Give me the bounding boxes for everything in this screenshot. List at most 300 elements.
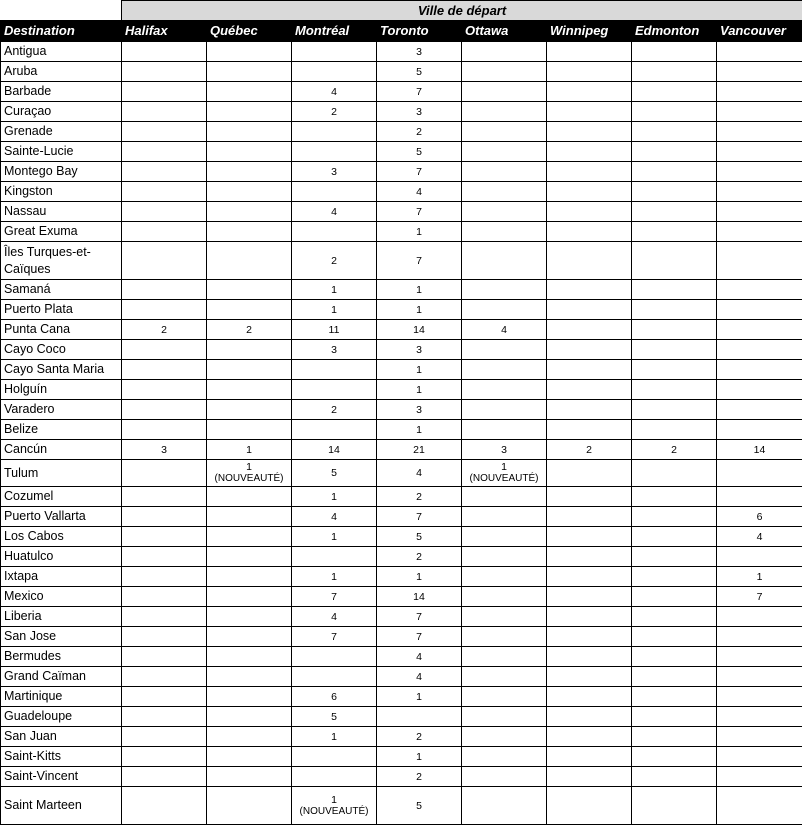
- flight-count-cell: [717, 647, 802, 667]
- flight-count-value: 1: [416, 690, 422, 703]
- flight-count-cell: [462, 202, 547, 222]
- table-row: [1, 687, 802, 707]
- flight-count-value: 1: [331, 303, 337, 316]
- flight-count-cell: [717, 222, 802, 242]
- flight-count-cell: [717, 567, 802, 587]
- flight-count-cell: [632, 587, 717, 607]
- flight-count-cell: [547, 202, 632, 222]
- flight-count-cell: [632, 627, 717, 647]
- flight-count-value: 2: [416, 125, 422, 138]
- flight-count-cell: [207, 380, 292, 400]
- flight-count-cell: [462, 142, 547, 162]
- flight-count-cell: [292, 707, 377, 727]
- flight-count-cell: [122, 487, 207, 507]
- flight-count-cell: [377, 122, 462, 142]
- flight-count-cell: [632, 747, 717, 767]
- flight-count-value: 7: [416, 205, 422, 218]
- table-row: [1, 747, 802, 767]
- flight-count-cell: [717, 242, 802, 280]
- flight-count-cell: [292, 747, 377, 767]
- flight-count-cell: [717, 507, 802, 527]
- flight-count-value: 7: [416, 610, 422, 623]
- flight-count-cell: [122, 787, 207, 825]
- flight-count-cell: [122, 567, 207, 587]
- table-row: [1, 587, 802, 607]
- new-route-label: (NOUVEAUTÉ): [214, 473, 284, 484]
- flight-count-cell: [632, 242, 717, 280]
- flight-count-cell: [377, 82, 462, 102]
- flight-count-value: 2: [416, 770, 422, 783]
- table-row: [1, 567, 802, 587]
- destination-cell: Puerto Vallarta: [1, 507, 122, 527]
- flight-count-cell: [207, 420, 292, 440]
- flight-count-cell: [122, 82, 207, 102]
- flight-count-cell: [122, 142, 207, 162]
- group-header-row: [1, 1, 802, 21]
- new-route-label: (NOUVEAUTÉ): [299, 805, 369, 817]
- flight-count-cell: [717, 400, 802, 420]
- flight-count-value: 5: [416, 145, 422, 158]
- flight-count-cell: [717, 527, 802, 547]
- flight-count-cell: [122, 280, 207, 300]
- table-row: [1, 727, 802, 747]
- flight-count-cell: [377, 507, 462, 527]
- flight-count-cell: [207, 320, 292, 340]
- flight-count-value: 14: [328, 443, 340, 456]
- flight-count-cell: [632, 727, 717, 747]
- flight-count-cell: [377, 300, 462, 320]
- flight-count-cell: [207, 567, 292, 587]
- table-row: [1, 400, 802, 420]
- city-column-header: Québec: [207, 21, 292, 42]
- flight-count-cell: [377, 182, 462, 202]
- flight-count-cell: [122, 162, 207, 182]
- flight-count-cell: [207, 767, 292, 787]
- flight-count-cell: [377, 587, 462, 607]
- destination-cell: Martinique: [1, 687, 122, 707]
- flight-count-cell: [207, 460, 292, 487]
- flight-count-cell: [462, 182, 547, 202]
- flight-count-cell: [122, 202, 207, 222]
- city-column-header: Toronto: [377, 21, 462, 42]
- flight-count-cell: [292, 360, 377, 380]
- flight-count-value: 5: [331, 467, 337, 479]
- flight-count-cell: [717, 320, 802, 340]
- flight-count-cell: [377, 222, 462, 242]
- flight-count-cell: [547, 162, 632, 182]
- table-row: [1, 242, 802, 280]
- table-row: [1, 280, 802, 300]
- flight-count-cell: [717, 547, 802, 567]
- table-row: [1, 202, 802, 222]
- table-row: [1, 460, 802, 487]
- table-row: [1, 182, 802, 202]
- flight-count-cell: [632, 300, 717, 320]
- city-column-header: Halifax: [122, 21, 207, 42]
- flight-count-cell: [462, 360, 547, 380]
- flight-count-cell: [632, 162, 717, 182]
- flight-count-cell: [632, 487, 717, 507]
- flight-count-cell: [292, 440, 377, 460]
- flight-count-cell: [717, 300, 802, 320]
- flight-count-cell: [462, 420, 547, 440]
- destination-cell: Mexico: [1, 587, 122, 607]
- destination-cell: Varadero: [1, 400, 122, 420]
- blank-corner-cell: [1, 1, 122, 21]
- destination-cell: Saint-Vincent: [1, 767, 122, 787]
- flight-count-cell: [292, 222, 377, 242]
- flight-count-value: 3: [161, 443, 167, 456]
- flight-count-cell: [462, 460, 547, 487]
- flight-count-cell: [632, 460, 717, 487]
- flight-count-cell: [462, 222, 547, 242]
- flight-count-cell: [122, 242, 207, 280]
- flight-count-cell: [632, 222, 717, 242]
- flight-count-cell: [547, 567, 632, 587]
- flight-count-value: 1: [416, 570, 422, 583]
- flight-count-cell: [462, 727, 547, 747]
- flight-count-cell: [122, 42, 207, 62]
- flight-count-cell: [547, 527, 632, 547]
- destination-cell: Guadeloupe: [1, 707, 122, 727]
- flight-count-cell: [292, 627, 377, 647]
- flight-count-value: 5: [416, 799, 422, 812]
- flight-count-cell: [292, 507, 377, 527]
- flight-count-value: 3: [416, 403, 422, 416]
- flight-count-cell: [547, 707, 632, 727]
- flight-count-cell: [122, 627, 207, 647]
- flight-count-cell: [717, 627, 802, 647]
- flight-count-cell: [632, 667, 717, 687]
- flight-count-value: 1: [416, 423, 422, 436]
- flight-count-value: 7: [416, 510, 422, 523]
- flight-count-cell: [462, 687, 547, 707]
- flight-count-cell: [462, 62, 547, 82]
- destination-cell: Cayo Santa Maria: [1, 360, 122, 380]
- city-column-header: Edmonton: [632, 21, 717, 42]
- flight-count-cell: [632, 82, 717, 102]
- destination-cell: Holguín: [1, 380, 122, 400]
- flight-count-cell: [547, 122, 632, 142]
- flight-count-cell: [632, 202, 717, 222]
- flight-count-cell: [717, 380, 802, 400]
- flight-count-cell: [207, 747, 292, 767]
- flight-count-cell: [292, 142, 377, 162]
- flight-count-cell: [717, 122, 802, 142]
- city-column-header: Vancouver: [717, 21, 802, 42]
- flight-count-cell: [462, 162, 547, 182]
- flight-count-cell: [717, 687, 802, 707]
- flight-count-value: 3: [331, 343, 337, 356]
- table-row: [1, 62, 802, 82]
- flight-count-cell: [292, 687, 377, 707]
- flight-count-cell: [122, 62, 207, 82]
- flight-count-cell: [377, 142, 462, 162]
- flight-count-cell: [122, 420, 207, 440]
- flight-count-value: 1: [331, 490, 337, 503]
- flight-count-value: 2: [416, 550, 422, 563]
- flight-count-cell: [462, 587, 547, 607]
- flight-count-value: 2: [331, 403, 337, 416]
- flight-count-cell: [377, 747, 462, 767]
- flight-count-value: 14: [753, 443, 766, 456]
- flight-count-value: 21: [413, 443, 425, 456]
- table-row: [1, 767, 802, 787]
- flight-count-cell: [632, 380, 717, 400]
- city-column-header: Winnipeg: [547, 21, 632, 42]
- flight-count-cell: [377, 667, 462, 687]
- flight-count-cell: [377, 62, 462, 82]
- flight-count-cell: [207, 340, 292, 360]
- flight-count-value: 4: [416, 670, 422, 683]
- flight-count-cell: [717, 487, 802, 507]
- flight-count-cell: [462, 42, 547, 62]
- departure-city-group-header: Ville de départ: [122, 1, 802, 21]
- flight-count-value: 11: [328, 323, 340, 336]
- flight-count-value: 7: [756, 590, 763, 603]
- flight-count-cell: [462, 280, 547, 300]
- flight-count-cell: [717, 747, 802, 767]
- flight-count-cell: [122, 182, 207, 202]
- flight-count-cell: [632, 767, 717, 787]
- flight-count-cell: [207, 122, 292, 142]
- flight-count-cell: [377, 280, 462, 300]
- flight-count-cell: [462, 440, 547, 460]
- flight-count-value: 3: [416, 45, 422, 58]
- flight-count-cell: [377, 787, 462, 825]
- flight-count-cell: [547, 82, 632, 102]
- table-row: [1, 420, 802, 440]
- flight-count-cell: [122, 400, 207, 420]
- flight-count-cell: [207, 62, 292, 82]
- flight-count-value: 4: [416, 467, 422, 479]
- flight-count-cell: [292, 162, 377, 182]
- table-row: [1, 162, 802, 182]
- flight-count-cell: [292, 202, 377, 222]
- flight-count-cell: [122, 102, 207, 122]
- table-row: [1, 82, 802, 102]
- flight-count-cell: [717, 727, 802, 747]
- flight-count-cell: [632, 547, 717, 567]
- flight-count-cell: [547, 300, 632, 320]
- flight-count-cell: [292, 460, 377, 487]
- flight-count-cell: [462, 380, 547, 400]
- destination-cell: Samaná: [1, 280, 122, 300]
- flight-count-cell: [547, 487, 632, 507]
- flight-count-cell: [547, 460, 632, 487]
- destination-cell: Montego Bay: [1, 162, 122, 182]
- table-row: [1, 627, 802, 647]
- flight-count-cell: [122, 767, 207, 787]
- flight-count-value: 4: [501, 323, 507, 336]
- destination-cell: Îles Turques-et-Caïques: [1, 242, 122, 280]
- flight-count-value: 3: [331, 165, 337, 178]
- flight-count-cell: [207, 162, 292, 182]
- flight-count-cell: [292, 587, 377, 607]
- flight-count-cell: [547, 380, 632, 400]
- flight-count-cell: [207, 727, 292, 747]
- flight-count-cell: [632, 360, 717, 380]
- flight-count-cell: [292, 787, 377, 825]
- flight-count-cell: [207, 360, 292, 380]
- flight-count-value: 2: [331, 254, 337, 267]
- flight-count-cell: [207, 102, 292, 122]
- flight-count-cell: [122, 380, 207, 400]
- flight-count-cell: [292, 102, 377, 122]
- flight-count-cell: [547, 507, 632, 527]
- flight-count-value: 2: [416, 730, 422, 743]
- table-row: [1, 42, 802, 62]
- destination-cell: Cayo Coco: [1, 340, 122, 360]
- table-row: [1, 607, 802, 627]
- flight-count-cell: [292, 182, 377, 202]
- flight-count-cell: [207, 440, 292, 460]
- flight-count-cell: [292, 767, 377, 787]
- flight-count-cell: [377, 420, 462, 440]
- flight-count-value: 3: [416, 343, 422, 356]
- flight-count-cell: [207, 142, 292, 162]
- flight-count-cell: [632, 142, 717, 162]
- table-row: [1, 507, 802, 527]
- table-row: [1, 340, 802, 360]
- flight-count-cell: [207, 707, 292, 727]
- flight-count-cell: [292, 647, 377, 667]
- flight-count-value: 5: [331, 710, 337, 723]
- flight-count-cell: [717, 787, 802, 825]
- flight-count-value: 1: [416, 383, 422, 396]
- flight-count-cell: [717, 707, 802, 727]
- flight-count-cell: [547, 667, 632, 687]
- flight-count-value: 4: [756, 530, 763, 543]
- flight-count-cell: [122, 122, 207, 142]
- flight-count-cell: [547, 102, 632, 122]
- flight-count-value: 1: [331, 283, 337, 296]
- flight-count-cell: [292, 667, 377, 687]
- table-row: [1, 667, 802, 687]
- destination-cell: Grenade: [1, 122, 122, 142]
- flight-count-value: 4: [331, 205, 337, 218]
- flight-count-cell: [632, 707, 717, 727]
- flight-count-cell: [462, 667, 547, 687]
- flight-count-value: 1: [246, 461, 252, 473]
- flight-count-cell: [122, 440, 207, 460]
- flight-count-cell: [462, 300, 547, 320]
- flight-count-value: 14: [413, 323, 425, 336]
- flight-count-cell: [717, 182, 802, 202]
- flight-count-cell: [292, 82, 377, 102]
- flight-count-cell: [292, 242, 377, 280]
- flight-count-cell: [122, 727, 207, 747]
- flight-count-cell: [292, 547, 377, 567]
- flight-count-cell: [292, 607, 377, 627]
- flight-count-cell: [547, 787, 632, 825]
- flight-count-value: 4: [331, 610, 337, 623]
- flight-count-cell: [462, 607, 547, 627]
- flight-count-cell: [462, 487, 547, 507]
- destination-cell: Ixtapa: [1, 567, 122, 587]
- flight-count-cell: [717, 460, 802, 487]
- flight-count-cell: [207, 667, 292, 687]
- flight-count-cell: [462, 507, 547, 527]
- flight-count-cell: [717, 440, 802, 460]
- city-column-header: Montréal: [292, 21, 377, 42]
- flight-count-cell: [547, 62, 632, 82]
- flight-count-cell: [547, 647, 632, 667]
- flight-count-cell: [717, 767, 802, 787]
- destination-cell: San Juan: [1, 727, 122, 747]
- flight-count-cell: [377, 42, 462, 62]
- flight-count-value: 7: [416, 630, 422, 643]
- destination-cell: Nassau: [1, 202, 122, 222]
- table-row: [1, 360, 802, 380]
- destination-cell: Liberia: [1, 607, 122, 627]
- flight-count-cell: [462, 567, 547, 587]
- flight-count-cell: [632, 320, 717, 340]
- flight-count-cell: [377, 202, 462, 222]
- flight-count-value: 4: [331, 510, 337, 523]
- flight-count-cell: [377, 627, 462, 647]
- flight-count-cell: [377, 340, 462, 360]
- flight-count-value: 14: [413, 590, 425, 603]
- flight-count-cell: [292, 320, 377, 340]
- flight-count-cell: [632, 647, 717, 667]
- destination-cell: Cozumel: [1, 487, 122, 507]
- flight-count-value: 5: [416, 530, 422, 543]
- flight-count-cell: [632, 340, 717, 360]
- flight-count-cell: [462, 340, 547, 360]
- flight-count-cell: [292, 340, 377, 360]
- flight-count-cell: [632, 42, 717, 62]
- flight-count-cell: [292, 380, 377, 400]
- flight-count-cell: [292, 567, 377, 587]
- flight-count-cell: [462, 242, 547, 280]
- flight-count-cell: [377, 400, 462, 420]
- flight-count-cell: [122, 507, 207, 527]
- flight-count-value: 7: [416, 254, 422, 267]
- flight-count-cell: [547, 320, 632, 340]
- flight-count-cell: [462, 527, 547, 547]
- flight-count-cell: [377, 547, 462, 567]
- flight-count-cell: [122, 360, 207, 380]
- flight-count-cell: [547, 547, 632, 567]
- flight-count-cell: [122, 222, 207, 242]
- flight-count-cell: [632, 62, 717, 82]
- destination-cell: Tulum: [1, 460, 122, 487]
- destination-cell: Los Cabos: [1, 527, 122, 547]
- flight-count-cell: [717, 42, 802, 62]
- flight-count-cell: [547, 182, 632, 202]
- flight-count-cell: [717, 420, 802, 440]
- table-row: [1, 707, 802, 727]
- flight-count-value: 1: [416, 225, 422, 238]
- destination-cell: Saint-Kitts: [1, 747, 122, 767]
- flight-count-value: 1: [756, 570, 763, 583]
- flight-count-cell: [292, 122, 377, 142]
- table-row: [1, 440, 802, 460]
- flight-count-cell: [377, 360, 462, 380]
- flight-count-cell: [377, 687, 462, 707]
- flight-count-cell: [547, 747, 632, 767]
- flight-count-cell: [122, 687, 207, 707]
- table-row: [1, 142, 802, 162]
- destination-cell: Antigua: [1, 42, 122, 62]
- destination-cell: Punta Cana: [1, 320, 122, 340]
- flight-count-cell: [207, 587, 292, 607]
- flight-count-cell: [377, 320, 462, 340]
- destination-cell: Belize: [1, 420, 122, 440]
- destination-cell: Barbade: [1, 82, 122, 102]
- flight-count-cell: [462, 547, 547, 567]
